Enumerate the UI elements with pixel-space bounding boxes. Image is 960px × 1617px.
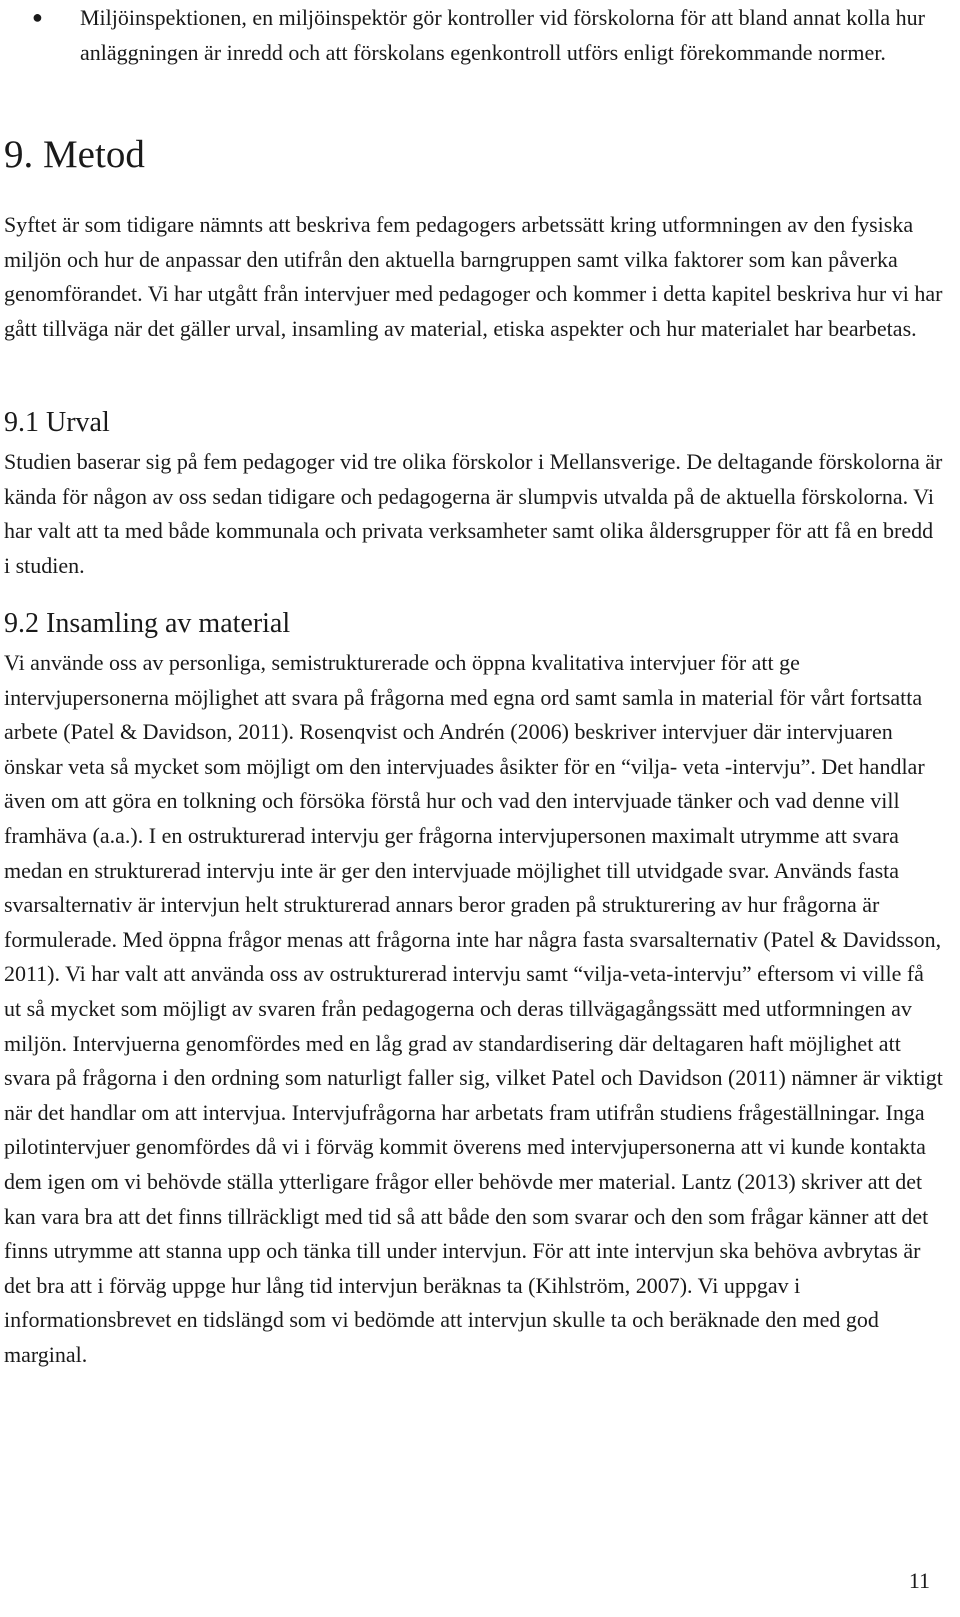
subsection-heading-insamling: 9.2 Insamling av material bbox=[4, 608, 291, 639]
subsection-paragraph-urval: Studien baserar sig på fem pedagoger vid tre olika förskolor i Mellansverige. De deltagande förskolorna är kända för någon av oss sedan tidigare och pedagogerna är slumpvis utvalda på de aktuella förskolorna. Vi har valt att ta med både kommunala och privata verksamheter samt olika åldersgrupper för att få en bredd i studien. bbox=[4, 449, 943, 578]
subsection-paragraph-insamling: Vi använde oss av personliga, semistrukturerade och öppna kvalitativa intervjuer för att ge intervjupersonerna möjlighet att svara på frågorna med egna ord samt samla in material för vårt fortsatta arbete (Patel & Davidson, 2011). Rosenqvist och Andrén (2006) beskriver intervjuer där intervjuaren önskar veta så mycket som möjligt om den intervjuades åsikter för en “vilja- veta -intervju”. Det handlar även om att göra en tolkning och försöka förstå hur och vad den intervjuade tänker och vad denne vill framhäva (a.a.). I en ostrukturerad intervju ger frågorna intervjupersonen maximalt utrymme att svara medan en strukturerad intervju inte är ger den intervjuade möjlighet till utvidgade svar. Används fasta svarsalternativ är intervjun helt strukturerad annars beror graden på strukturering av hur frågorna är formulerade. Med öppna frågor menas att frågorna inte har några fasta svarsalternativ (Patel & Davidsson, 2011). Vi har valt att använda oss av ostrukturerad intervju samt “vilja-veta-intervju” eftersom vi ville få ut så mycket som möjligt av svaren från pedagogerna och deras tillvägagångssätt med utformningen av miljön. Intervjuerna genomfördes med en låg grad av standardisering där deltagaren haft möjlighet att svara på frågorna i den ordning som naturligt faller sig, vilket Patel och Davidson (2011) nämner är viktigt när det handlar om att intervjua. Intervjufrågorna har arbetats fram utifrån studiens frågeställningar. Inga pilotintervjuer genomfördes då vi i förväg kommit överens med intervjupersonerna att vi kunde kontakta dem igen om vi behövde ställa ytterligare frågor eller behövde mer material. Lantz (2013) skriver att det kan vara bra att det finns tillräckligt med tid så att både den som svarar och den som frågar känner att det finns utrymme att stanna upp och tänka till under intervjun. För att inte intervjun ska behöva avbrytas är det bra att i förväg uppge hur lång tid intervjun beräknas ta (Kihlström, 2007). Vi uppgav i informationsbrevet en tidslängd som vi bedömde att intervjun skulle ta och beräknade den med god marginal. bbox=[4, 650, 943, 1367]
bullet-icon: ● bbox=[32, 7, 43, 27]
bullet-list-item bbox=[32, 0, 940, 70]
subsection-heading-urval: 9.1 Urval bbox=[4, 407, 110, 438]
bullet-text: Miljöinspektionen, en miljöinspektör gör kontroller vid förskolorna för att bland annat kolla hur anläggningen är inredd och att förskolans egenkontroll utförs enligt förekommande normer. bbox=[80, 5, 926, 65]
page-number: 11 bbox=[908, 1568, 930, 1593]
section-paragraph-metod: Syftet är som tidigare nämnts att beskriva fem pedagogers arbetssätt kring utformningen av den fysiska miljön och hur de anpassar den utifrån den aktuella barngruppen samt vilka faktorer som kan påverka genomförandet. Vi har utgått från intervjuer med pedagoger och kommer i detta kapitel beskriva hur vi har gått tillväga när det gäller urval, insamling av material, etiska aspekter och hur materialet har bearbetas. bbox=[4, 212, 943, 341]
section-heading-metod: 9. Metod bbox=[4, 133, 145, 176]
